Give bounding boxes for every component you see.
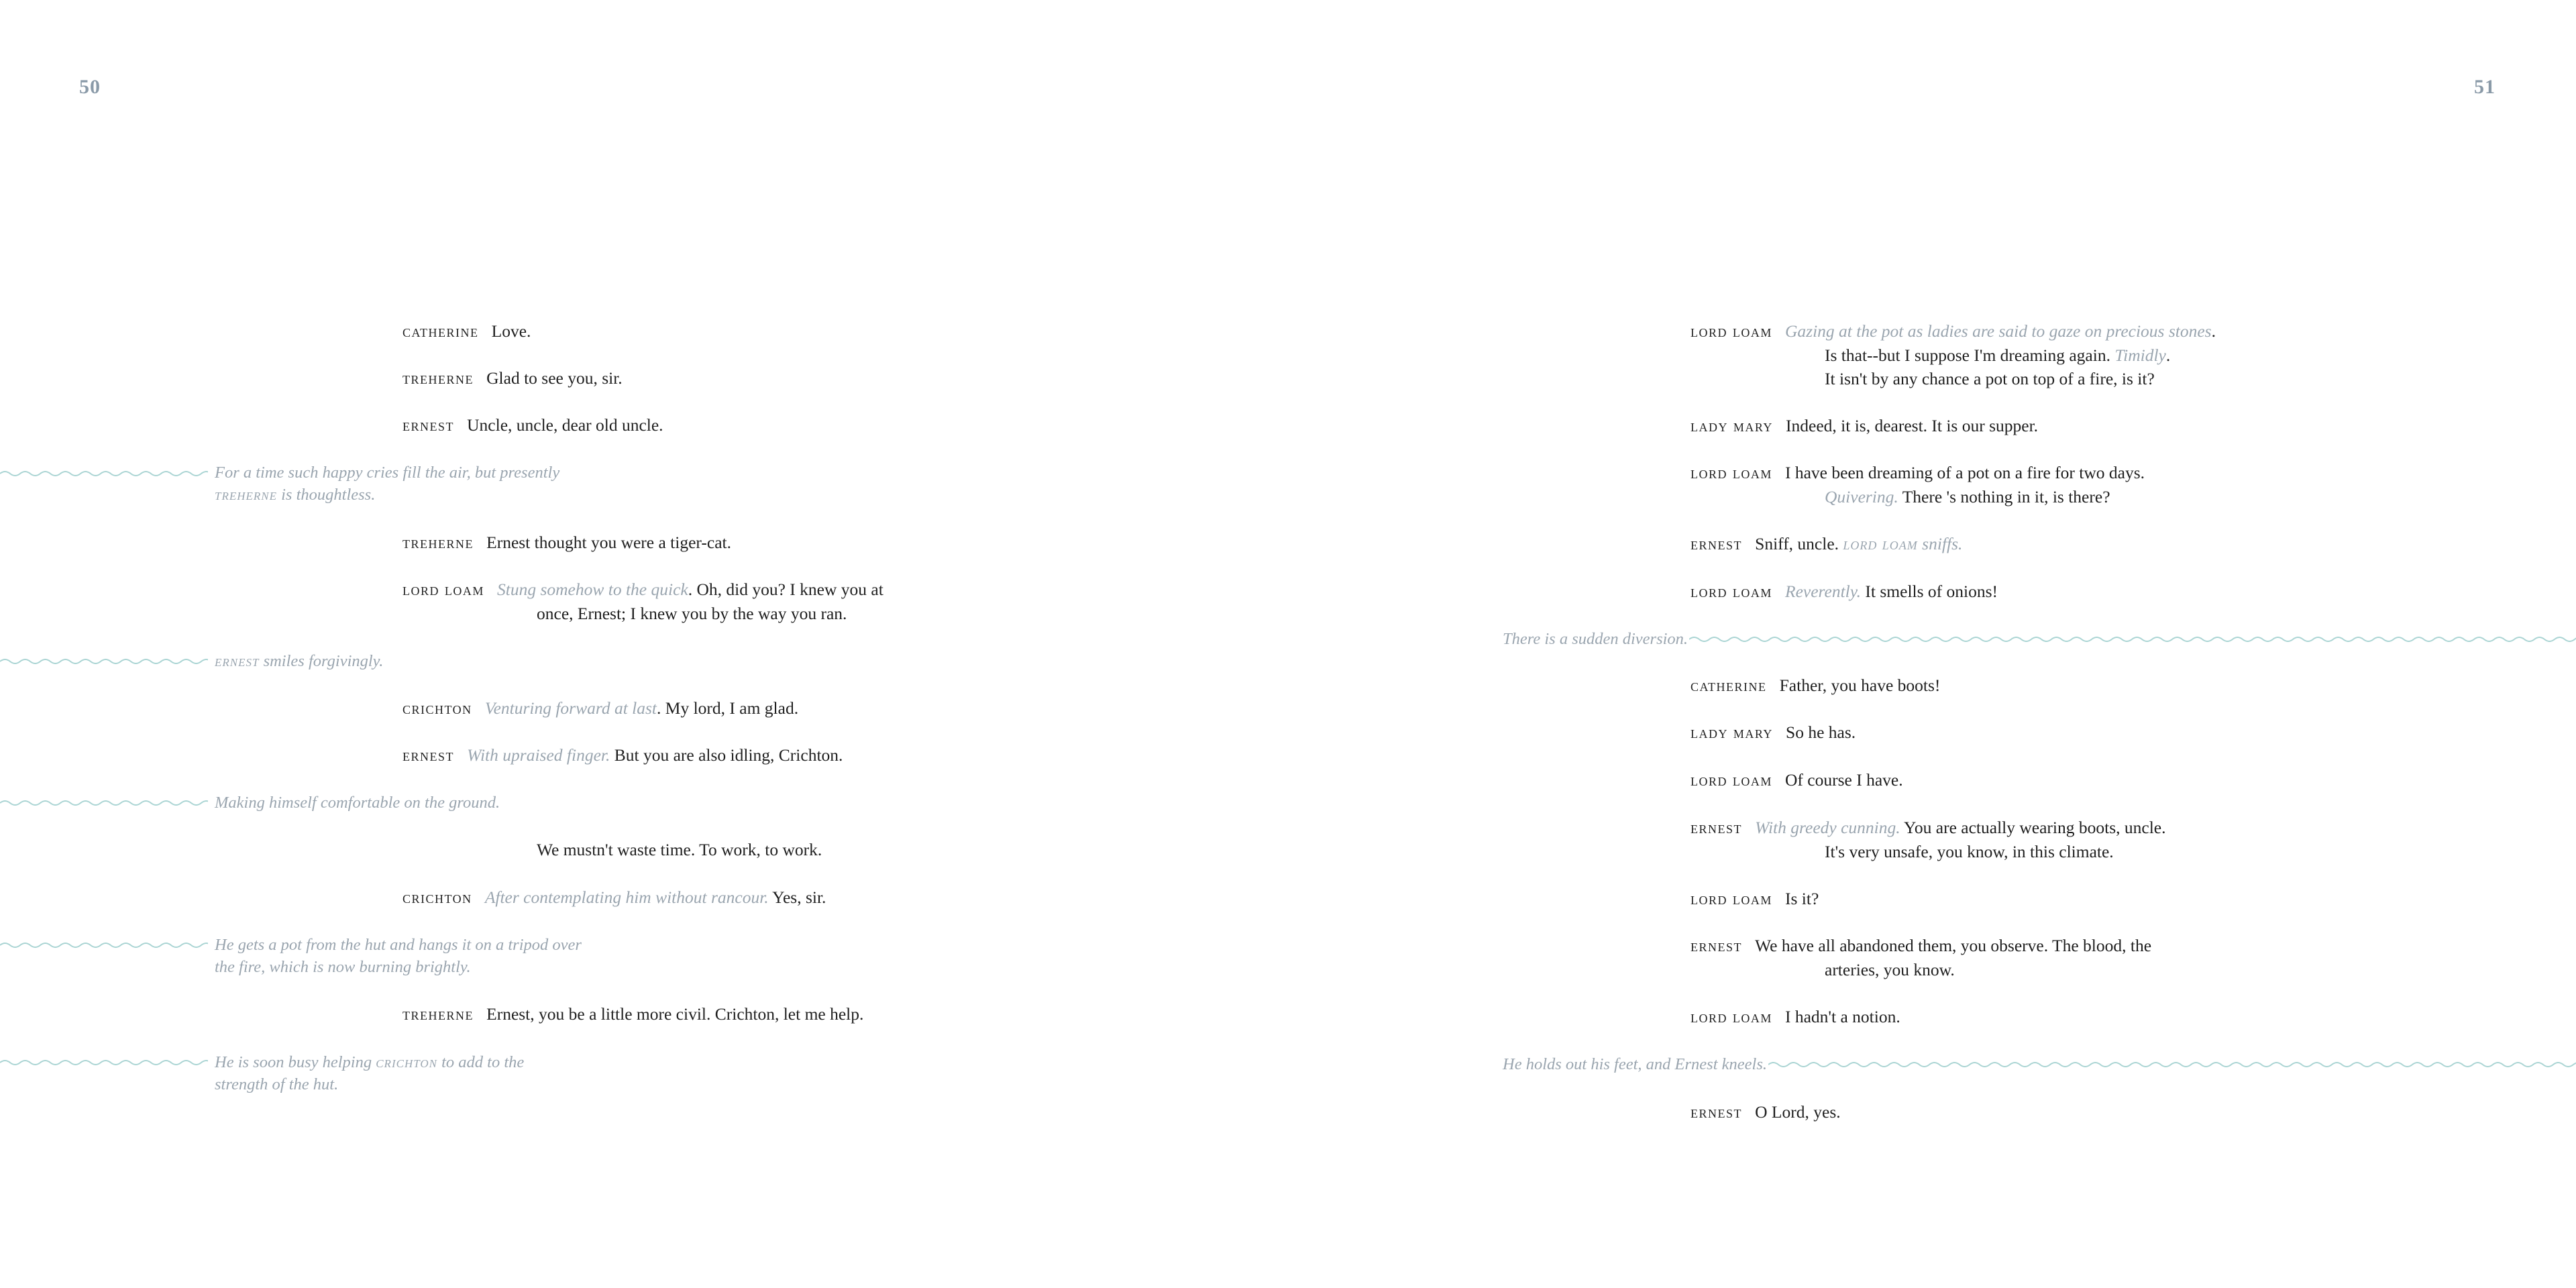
dialogue-continuation [537, 602, 847, 626]
wave-divider [1689, 635, 2576, 643]
dialogue-text: It isn't by any chance a pot on top of a fire, is it? [1825, 369, 2155, 388]
stage-direction [215, 1051, 524, 1095]
dialogue-text: . [2165, 345, 2171, 365]
speaker-name: lord loam [1690, 889, 1772, 908]
stage-direction [215, 462, 559, 506]
page-number-left: 50 [79, 76, 101, 98]
dialogue-continuation [1825, 958, 1955, 982]
speaker-name: lord loam [1690, 770, 1772, 790]
dialogue-line [402, 319, 531, 343]
stage-direction-text: smiles forgivingly. [259, 652, 384, 670]
dialogue-text: Love. [491, 321, 531, 341]
stage-direction-line: For a time such happy cries fill the air, but presently [215, 464, 560, 482]
dialogue-text: . [2211, 321, 2216, 341]
wave-divider [0, 657, 208, 665]
dialogue-line [1690, 1100, 1841, 1124]
dialogue-line [402, 366, 623, 390]
speaker-name: ernest [1690, 1102, 1743, 1122]
dialogue-line [402, 578, 883, 602]
dialogue-text: Indeed, it is, dearest. It is our supper. [1786, 416, 2039, 435]
dialogue-text: We mustn't waste time. To work, to work. [537, 840, 822, 859]
speaker-name: crichton [402, 698, 472, 718]
stage-direction: Making himself comfortable on the ground. [215, 794, 500, 812]
speaker-name: ernest [1690, 534, 1743, 553]
wave-divider [0, 941, 208, 949]
dialogue-line [1690, 887, 1819, 911]
speaker-name: lady mary [1690, 416, 1773, 435]
dialogue-line [1690, 720, 1856, 745]
dialogue-line [402, 413, 663, 437]
speaker-name: lord loam [402, 580, 484, 599]
stage-direction-inline: With upraised finger. [467, 745, 610, 765]
stage-direction: He holds out his feet, and Ernest kneels. [1503, 1055, 1767, 1073]
stage-direction [215, 934, 582, 978]
dialogue-line [1690, 580, 1998, 604]
dialogue-line [1690, 414, 2038, 438]
dialogue-text: arteries, you know. [1825, 960, 1955, 979]
dialogue-continuation [537, 838, 822, 862]
stage-direction-inline: Reverently. [1785, 582, 1862, 601]
stage-direction-line: He gets a pot from the hut and hangs it on a tripod over [215, 936, 582, 954]
dialogue-continuation [1825, 343, 2170, 368]
speaker-name: ernest [402, 745, 455, 765]
stage-direction-inline: sniffs. [1917, 534, 1963, 553]
dialogue-text: . My lord, I am glad. [657, 698, 799, 718]
speaker-name: ernest [1690, 818, 1743, 837]
speaker-name: ernest [1690, 936, 1743, 955]
stage-direction-line: strength of the hut. [215, 1075, 339, 1093]
stage-direction-inline: With greedy cunning. [1755, 818, 1900, 837]
dialogue-text: There 's nothing in it, is there? [1898, 487, 2110, 506]
dialogue-line [1690, 532, 1962, 556]
speaker-name: lord loam [1690, 463, 1772, 482]
dialogue-continuation [1825, 840, 2114, 864]
dialogue-text: O Lord, yes. [1755, 1102, 1841, 1122]
dialogue-line [1690, 461, 2145, 485]
character-name: crichton [376, 1053, 437, 1071]
dialogue-text: I have been dreaming of a pot on a fire for two days. [1785, 463, 2145, 482]
speaker-name: lady mary [1690, 722, 1773, 742]
speaker-name: treherne [402, 368, 474, 388]
dialogue-text: It's very unsafe, you know, in this climate. [1825, 842, 2114, 861]
wave-divider [0, 470, 208, 478]
speaker-name: lord loam [1690, 321, 1772, 341]
speaker-name: lord loam [1690, 1007, 1772, 1026]
dialogue-text: Sniff, uncle. [1755, 534, 1843, 553]
dialogue-text: once, Ernest; I knew you by the way you ran. [537, 604, 847, 623]
stage-direction-inline: Venturing forward at last [484, 698, 657, 718]
stage-direction-text: is thoughtless. [277, 486, 376, 504]
speaker-name: lord loam [1690, 582, 1772, 601]
stage-direction-text: He is soon busy helping [215, 1053, 376, 1071]
dialogue-text: It smells of onions! [1861, 582, 1998, 601]
character-name: ernest [215, 652, 260, 670]
wave-divider [0, 1059, 208, 1067]
dialogue-text: So he has. [1786, 722, 1856, 742]
dialogue-text: Yes, sir. [768, 888, 826, 907]
wave-divider [0, 799, 208, 807]
dialogue-line [402, 1002, 863, 1026]
dialogue-continuation [1825, 367, 2155, 391]
dialogue-line [1690, 816, 2165, 840]
stage-direction-inline: Stung somehow to the quick [497, 580, 688, 599]
dialogue-line [1690, 1005, 1900, 1029]
stage-direction-line: the fire, which is now burning brightly. [215, 958, 471, 976]
dialogue-text: You are actually wearing boots, uncle. [1900, 818, 2166, 837]
stage-direction [215, 650, 383, 672]
speaker-name: catherine [402, 321, 479, 341]
dialogue-text: But you are also idling, Crichton. [610, 745, 843, 765]
wave-divider [1768, 1061, 2576, 1069]
page-number-right: 51 [2474, 76, 2496, 98]
dialogue-text: Uncle, uncle, dear old uncle. [467, 415, 663, 435]
speaker-name: catherine [1690, 676, 1767, 695]
dialogue-text: Is it? [1785, 889, 1819, 908]
dialogue-line [1690, 768, 1903, 792]
dialogue-text: Is that--but I suppose I'm dreaming again. [1825, 345, 2115, 365]
dialogue-text: Father, you have boots! [1779, 676, 1941, 695]
dialogue-line [402, 531, 731, 555]
dialogue-line [402, 696, 798, 720]
stage-direction-text: to add to the [437, 1053, 525, 1071]
stage-direction-inline: Timidly [2114, 345, 2166, 365]
speaker-name: treherne [402, 533, 474, 552]
dialogue-line [1690, 319, 2216, 343]
stage-direction-inline: Quivering. [1825, 487, 1898, 506]
character-name: treherne [215, 486, 277, 504]
dialogue-text: Ernest, you be a little more civil. Crichton, let me help. [486, 1004, 864, 1024]
dialogue-text: We have all abandoned them, you observe. The blood, the [1755, 936, 2152, 955]
speaker-name: crichton [402, 888, 472, 907]
dialogue-line [1690, 674, 1940, 698]
speaker-name: treherne [402, 1004, 474, 1024]
stage-direction: There is a sudden diversion. [1503, 630, 1688, 648]
dialogue-text: Ernest thought you were a tiger-cat. [486, 533, 731, 552]
dialogue-line [1690, 934, 2151, 958]
stage-direction-inline: Gazing at the pot as ladies are said to gaze on precious stones [1785, 321, 2212, 341]
dialogue-line [402, 743, 843, 767]
dialogue-continuation [1825, 485, 2110, 509]
dialogue-text: . Oh, did you? I knew you at [688, 580, 883, 599]
speaker-name: ernest [402, 415, 455, 435]
stage-direction-inline: After contemplating him without rancour. [484, 888, 769, 907]
dialogue-text: I hadn't a notion. [1785, 1007, 1900, 1026]
dialogue-line [402, 885, 826, 910]
dialogue-text: Of course I have. [1785, 770, 1903, 790]
character-name: lord loam [1843, 534, 1918, 553]
dialogue-text: Glad to see you, sir. [486, 368, 623, 388]
